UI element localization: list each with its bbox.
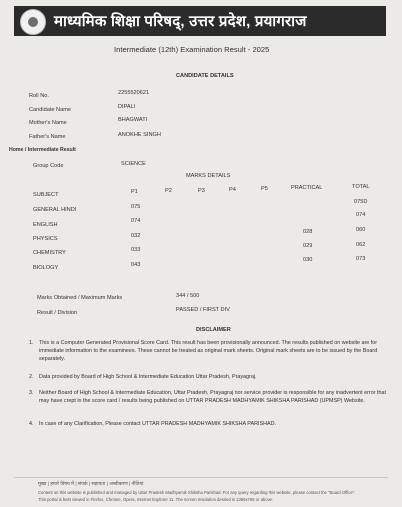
table-row-total: 075D (354, 199, 368, 205)
table-row-subject: CHEMISTRY (33, 250, 66, 256)
result-label: Result / Division (37, 310, 78, 316)
table-row-subject: ENGLISH (33, 222, 58, 228)
table-row-p1: 032 (131, 233, 141, 239)
disclaimer-item: 4. In case of any Clarification, Please contact UTTAR PRADESH MADHYAMIK SHIKSHA PARISHAD. (29, 421, 276, 427)
candidate-name-label: Candidate Name (29, 107, 71, 113)
table-row-subject: PHYSICS (33, 236, 58, 242)
table-row-practical: 028 (303, 229, 313, 235)
result-value: PASSED / FIRST DIV (176, 307, 230, 313)
candidate-details-title: CANDIDATE DETAILS (176, 73, 234, 79)
disclaimer-text: In case of any Clarification, Please contact UTTAR PRADESH MADHYAMIK SHIKSHA PARISHAD. (39, 421, 276, 427)
candidate-name-value: DIPALI (118, 104, 136, 110)
table-row-practical: 030 (303, 257, 313, 263)
col-total: TOTAL (352, 184, 370, 190)
board-name: माध्यमिक शिक्षा परिषद्, उत्तर प्रदेश, प्रयागराज (54, 13, 307, 30)
table-row-subject: GENERAL HINDI (33, 207, 77, 213)
site-header (14, 6, 386, 36)
board-logo-icon (20, 9, 46, 35)
disclaimer-text: This is a Computer Generated Provisional Score Card. This result has been provisionally announced. The results published on website are for immediate information to the examinees. These cannot be treated as original mark sheets. Original mark sheets are to be issued by the Board separately. (39, 340, 378, 362)
table-row-total: 060 (356, 227, 366, 233)
group-code-value: SCIENCE (121, 161, 146, 167)
exam-title: Intermediate (12th) Examination Result - 2025 (114, 45, 270, 54)
disclaimer-item: 1. This is a Computer Generated Provisional Score Card. This result has been provisionally announced. The results published on website are for immediate information to the examinees. These cannot be treated as original mark sheets. Original mark sheets are to be issued by the Board separately. (29, 340, 378, 362)
col-practical: PRACTICAL (291, 185, 323, 191)
father-name-label: Father's Name (29, 134, 66, 140)
roll-no-value: 2255520621 (118, 90, 150, 96)
disclaimer-item: 3. Neither Board of High School & Intermediate Education, Uttar Pradesh, Prayagraj nor service provider is responsible for any inadvertent error that may have crept in the score card / results being published on UTTAR PRADESH MADHYAMIK SHIKSHA PARISHAD (UPMSP) Website. (29, 390, 386, 404)
col-p1: P1 (131, 189, 138, 195)
table-row-total: 062 (356, 242, 366, 248)
table-row-p1: 043 (131, 262, 141, 268)
breadcrumb[interactable]: Home / Intermediate Result (9, 147, 76, 153)
table-row-p1: 075 (131, 204, 141, 210)
footer-line-1: Content on this website is published and managed by Uttar Pradesh Madhyamik Shiksha Parishad. For any query regarding this website, please contact the "Board Office". (38, 490, 356, 495)
disclaimer-title: DISCLAIMER (196, 327, 231, 333)
col-p5: P5 (261, 186, 268, 192)
table-row-practical: 029 (303, 243, 313, 249)
marks-details-title: MARKS DETAILS (186, 173, 231, 179)
table-row-total: 074 (356, 212, 366, 218)
col-p3: P3 (198, 188, 205, 194)
table-row-p1: 033 (131, 247, 141, 253)
disclaimer-text: Data provided by Board of High School & Intermediate Education Uttar Pradesh, Prayagraj. (39, 374, 257, 380)
marks-obtained-value: 344 / 500 (176, 293, 200, 299)
table-row-p1: 074 (131, 218, 141, 224)
mother-name-label: Mother's Name (29, 120, 67, 126)
father-name-value: ANOKHE SINGH (118, 132, 161, 138)
marks-obtained-label: Marks Obtained / Maximum Marks (37, 295, 123, 301)
mother-name-value: BHAGWATI (118, 117, 148, 123)
table-row-total: 073 (356, 256, 366, 262)
group-code-label: Group Code (33, 163, 64, 169)
col-p4: P4 (229, 187, 236, 193)
disclaimer-text: Neither Board of High School & Intermediate Education, Uttar Pradesh, Prayagraj nor service provider is responsible for any inadvertent error that may have crept in the score card / results being published on UTTAR PRADESH MADHYAMIK SHIKSHA PARISHAD (UPMSP) Website. (39, 390, 386, 404)
roll-no-label: Roll No. (29, 93, 49, 99)
col-p2: P2 (165, 188, 172, 194)
footer-links[interactable]: मुख्य | हमारे विषय में | संपर्क | सहायता | अस्वीकरण | नीतियां (38, 482, 144, 487)
col-subject: SUBJECT (33, 192, 59, 198)
footer-line-2: This portal is best viewed in Firefox, Chrome, Opera, Internet Explorer 11. The screen resolution desired is 1366x768 or above. (38, 497, 274, 502)
disclaimer-item: 2. Data provided by Board of High School & Intermediate Education Uttar Pradesh, Prayagraj. (29, 374, 257, 380)
table-row-subject: BIOLOGY (33, 265, 59, 271)
footer-divider (14, 477, 388, 478)
